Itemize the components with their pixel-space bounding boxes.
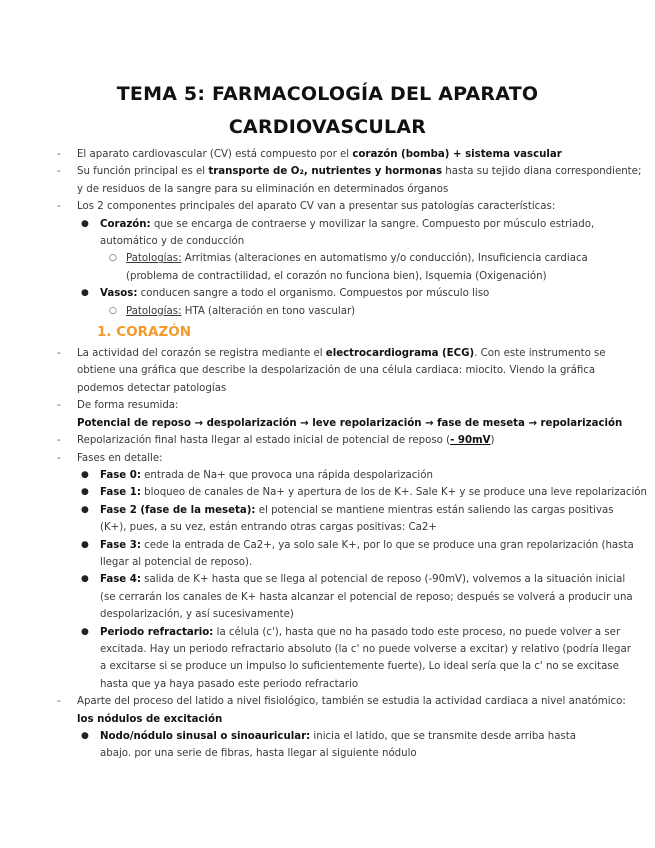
phase-text: (se cerrarán los canales de K+ hasta alcanzar el potencial de reposo; después se volverá a producir una <box>100 591 633 603</box>
phase-4-cont-2 <box>57 606 617 623</box>
circle-bullet: ○ <box>109 305 117 316</box>
sinus-node-item-cont <box>57 745 617 762</box>
intro-bold: transporte de O₂, nutrientes y hormonas <box>208 166 443 178</box>
final-text: Repolarización final hasta llegar al estado inicial de potencial de reposo ( <box>77 435 451 447</box>
dash-bullet: - <box>57 696 61 708</box>
phase-text: a excitarse si se produce un impulso lo suficientemente fuerte), Lo ideal sería que la c' no se excitase <box>100 661 619 673</box>
document-body <box>57 146 647 763</box>
dash-bullet: - <box>57 435 61 447</box>
dash-bullet: - <box>57 452 61 464</box>
ecg-text: podemos detectar patologías <box>77 382 227 394</box>
resting-potential-value: - 90mV <box>450 435 491 447</box>
phase-label: Fase 0: <box>100 469 141 481</box>
dash-bullet: - <box>57 400 61 412</box>
sinus-label: Nodo/nódulo sinusal o sinoauricular: <box>100 731 311 742</box>
dot-bullet: ● <box>81 218 89 229</box>
vessels-pathologies <box>57 303 617 320</box>
heart-pathologies <box>57 250 617 267</box>
phase-3 <box>57 537 634 554</box>
phases-item <box>57 450 617 467</box>
refractory-period-cont-3 <box>57 676 617 693</box>
intro-item-2-cont <box>57 181 617 198</box>
heart-pathologies-cont <box>57 268 617 285</box>
potential-sequence <box>57 415 623 432</box>
phase-text: llegar al potencial de reposo). <box>100 556 253 568</box>
component-text: conducen sangre a todo el organismo. Compuestos por músculo liso <box>137 288 490 300</box>
intro-text: Su función principal es el <box>77 166 209 178</box>
phase-text: (K+), pues, a su vez, están entrando otras cargas positivas: Ca2+ <box>100 522 437 534</box>
ecg-item <box>57 345 617 362</box>
section-number: 1. <box>97 324 112 341</box>
intro-text: y de residuos de la sangre para su eliminación en determinados órganos <box>77 183 449 195</box>
nodes-item-cont <box>57 711 617 728</box>
dot-bullet: ● <box>81 504 89 515</box>
summary-label: De forma resumida: <box>77 400 179 412</box>
ecg-text: La actividad del corazón se registra mediante el <box>77 348 326 360</box>
intro-item-1 <box>57 146 617 163</box>
refractory-period-cont-2 <box>57 658 617 675</box>
phase-label: Fase 4: <box>100 574 141 586</box>
intro-text: hasta su tejido diana correspondiente; <box>442 166 642 178</box>
component-heart-cont <box>57 233 617 250</box>
pathologies-label: Patologías: <box>126 253 182 265</box>
component-text: que se encarga de contraerse y movilizar la sangre. Compuesto por músculo estriado, <box>150 218 595 230</box>
phase-4 <box>57 571 626 588</box>
phase-1 <box>57 484 647 501</box>
phase-text: la célula (c'), hasta que no ha pasado todo este proceso, no puede volver a ser <box>213 626 621 638</box>
nodes-item <box>57 693 626 710</box>
pathologies-label: Patologías: <box>126 305 182 317</box>
component-text: automático y de conducción <box>100 236 245 248</box>
ecg-text: . Con este instrumento se <box>474 348 606 360</box>
phase-label: Fase 3: <box>100 539 141 551</box>
sinus-node-item <box>57 728 617 745</box>
phase-0 <box>57 467 617 484</box>
title-line-1: TEMA 5: FARMACOLOGÍA DEL APARATO <box>116 83 539 105</box>
dot-bullet: ● <box>81 288 89 299</box>
phase-3-cont <box>57 554 617 571</box>
dot-bullet: ● <box>81 469 89 480</box>
dash-bullet: - <box>57 348 61 360</box>
dash-bullet: - <box>57 201 61 213</box>
phase-text: bloqueo de canales de Na+ y apertura de los de K+. Sale K+ y se produce una leve repolarización <box>140 487 647 499</box>
pathologies-text: (problema de contractilidad, el corazón no funciona bien), Isquemia (Oxigenación) <box>126 270 547 282</box>
component-label: Corazón: <box>100 218 151 230</box>
phase-text: excitada. Hay un periodo refractario absoluto (la c' no puede volverse a excitar) y relativo (podría llegar <box>100 643 631 655</box>
phase-text: entrada de Na+ que provoca una rápida despolarización <box>140 469 433 481</box>
phase-4-cont <box>57 589 633 606</box>
phase-2-cont <box>57 519 617 536</box>
phase-text: el potencial se mantiene mientras están saliendo las cargas positivas <box>255 504 614 516</box>
component-label: Vasos: <box>100 288 138 300</box>
intro-text: El aparato cardiovascular (CV) está compuesto por el <box>77 149 353 160</box>
phases-label: Fases en detalle: <box>77 452 163 464</box>
intro-item-2 <box>57 163 642 180</box>
nodes-text: Aparte del proceso del latido a nivel fisiológico, también se estudia la actividad cardiaca a nivel anatómico: <box>77 696 626 708</box>
pathologies-text: Arritmias (alteraciones en automatismo y/o conducción), Insuficiencia cardiaca <box>181 253 588 265</box>
phase-text: hasta que ya haya pasado este periodo refractario <box>100 678 359 690</box>
phase-label: Fase 1: <box>100 487 141 499</box>
ecg-item-cont-2 <box>57 380 617 397</box>
dot-bullet: ● <box>81 731 89 741</box>
page-title <box>80 78 575 144</box>
nodes-bold: los nódulos de excitación <box>77 713 223 725</box>
summary-item <box>57 397 617 414</box>
final-repolarization-item <box>57 432 617 449</box>
phase-text: salida de K+ hasta que se llega al potencial de reposo (-90mV), volvemos a la situación inicial <box>140 574 626 586</box>
intro-bold: corazón (bomba) + sistema vascular <box>352 149 562 160</box>
refractory-period <box>57 624 621 641</box>
intro-text: Los 2 componentes principales del aparato CV van a presentar sus patologías características: <box>77 201 556 213</box>
phase-text: despolarización, y así sucesivamente) <box>100 609 294 621</box>
dot-bullet: ● <box>81 574 89 585</box>
phase-label: Fase 2 (fase de la meseta): <box>100 504 256 516</box>
title-line-2: CARDIOVASCULAR <box>228 116 427 138</box>
sinus-text: inicia el latido, que se transmite desde arriba hasta <box>310 731 577 742</box>
pathologies-text: HTA (alteración en tono vascular) <box>181 305 356 317</box>
component-vessels <box>57 285 617 302</box>
dot-bullet: ● <box>81 626 89 637</box>
ecg-bold: electrocardiograma (ECG) <box>325 348 475 360</box>
intro-item-3 <box>57 198 617 215</box>
phase-text: cede la entrada de Ca2+, ya solo sale K+, por lo que se produce una gran repolarización (hasta <box>140 539 634 551</box>
phase-label: Periodo refractario: <box>100 626 214 638</box>
dot-bullet: ● <box>81 487 89 498</box>
ecg-text: obtiene una gráfica que describe la despolarización de una célula cardiaca: miocito. Viendo la gráfica <box>77 365 596 377</box>
phase-2 <box>57 502 617 519</box>
dash-bullet: - <box>57 166 61 178</box>
refractory-period-cont <box>57 641 631 658</box>
component-heart <box>57 216 617 233</box>
section-title: CORAZÓN <box>116 324 192 341</box>
circle-bullet: ○ <box>109 253 117 264</box>
sinus-text: abajo. por una serie de fibras, hasta llegar al siguiente nódulo <box>100 748 417 760</box>
dash-bullet: - <box>57 149 61 160</box>
section-heading <box>57 322 617 342</box>
ecg-item-cont <box>57 362 617 379</box>
dot-bullet: ● <box>81 539 89 550</box>
sequence-text: Potencial de reposo → despolarización → leve repolarización → fase de meseta → repolarización <box>77 417 623 429</box>
final-text: ) <box>490 435 495 447</box>
